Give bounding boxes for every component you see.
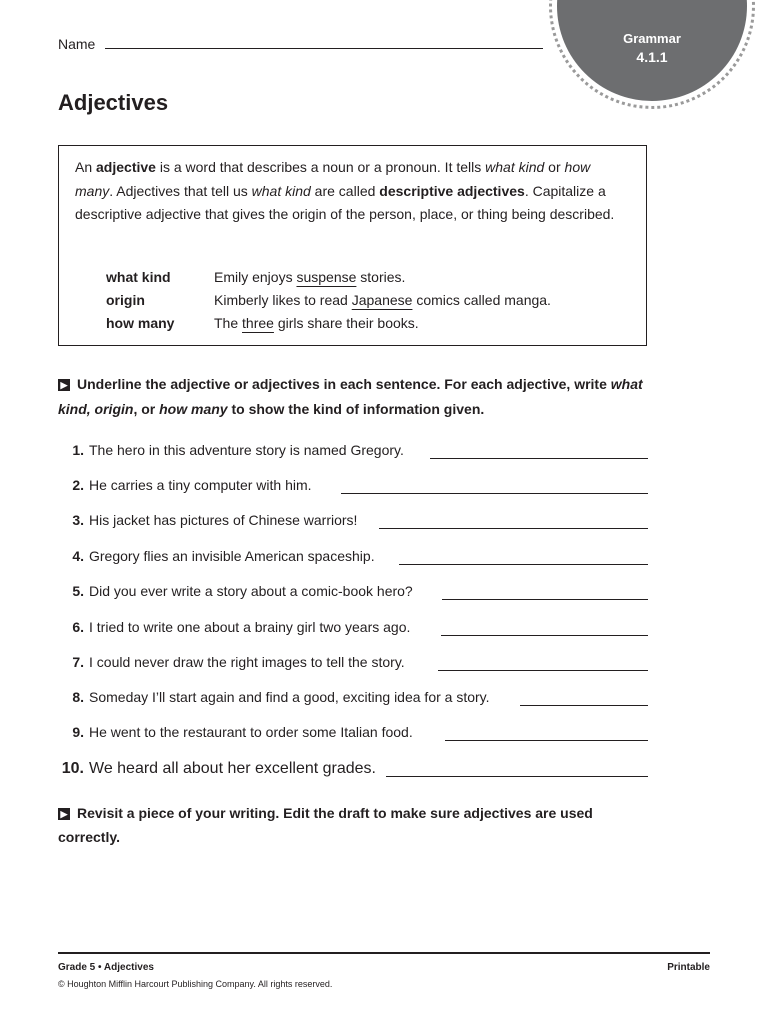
exercise-item — [58, 724, 648, 748]
exercise-item — [58, 512, 648, 536]
example-sentence: Kimberly likes to read Japanese comics called manga. — [214, 292, 551, 308]
example-sentence: Emily enjoys suspense stories. — [214, 269, 406, 285]
exercise-item — [58, 689, 648, 713]
item-number: 7. — [72, 654, 84, 670]
item-sentence: His jacket has pictures of Chinese warriors! — [89, 512, 358, 528]
answer-line[interactable] — [341, 493, 648, 494]
footer-printable: Printable — [667, 962, 710, 973]
answer-line[interactable] — [442, 599, 648, 600]
exercise-item — [58, 654, 648, 678]
answer-line[interactable] — [438, 670, 648, 671]
exercise-item — [58, 477, 648, 501]
answer-line[interactable] — [430, 458, 648, 459]
example-label: how many — [106, 315, 175, 331]
item-number: 10. — [61, 760, 84, 777]
answer-line[interactable] — [520, 705, 648, 706]
item-sentence: The hero in this adventure story is named Gregory. — [89, 442, 404, 458]
footer-copyright: © Houghton Mifflin Harcourt Publishing Company. All rights reserved. — [58, 979, 333, 989]
footer-grade: Grade 5 • Adjectives — [58, 962, 154, 973]
example-sentence: The three girls share their books. — [214, 315, 419, 331]
exercise-item — [58, 760, 648, 784]
item-number: 6. — [72, 619, 84, 635]
example-label: origin — [106, 292, 145, 308]
item-sentence: I tried to write one about a brainy girl two years ago. — [89, 619, 411, 635]
name-field-line[interactable] — [105, 48, 543, 49]
item-sentence: Gregory flies an invisible American spaceship. — [89, 548, 375, 564]
exercise-item — [58, 583, 648, 607]
item-number: 1. — [72, 442, 84, 458]
item-number: 4. — [72, 548, 84, 564]
item-sentence: He went to the restaurant to order some Italian food. — [89, 724, 413, 740]
revisit-instruction: ▶ Revisit a piece of your writing. Edit the draft to make sure adjectives are used correctly. — [58, 805, 593, 845]
answer-line[interactable] — [445, 740, 648, 741]
definition-box — [58, 145, 647, 346]
item-sentence: We heard all about her excellent grades. — [89, 760, 376, 777]
answer-line[interactable] — [386, 776, 648, 777]
item-number: 2. — [72, 477, 84, 493]
definition-text: An adjective is a word that describes a noun or a pronoun. It tells what kind or how many. Adjectives that tell us what kind are called descriptive adjectives. Capitalize a descriptive adjective that gives the origin of the person, place, or thing being described. — [75, 159, 615, 222]
item-sentence: Did you ever write a story about a comic-book hero? — [89, 583, 413, 599]
item-number: 8. — [72, 689, 84, 705]
item-sentence: I could never draw the right images to tell the story. — [89, 654, 405, 670]
arrow-icon: ▶ — [58, 808, 70, 820]
exercise-item — [58, 442, 648, 466]
example-label: what kind — [106, 269, 171, 285]
answer-line[interactable] — [441, 635, 648, 636]
answer-line[interactable] — [379, 528, 648, 529]
item-number: 3. — [72, 512, 84, 528]
item-sentence: Someday I’ll start again and find a good, exciting idea for a story. — [89, 689, 490, 705]
page-title: Adjectives — [58, 90, 169, 115]
name-label: Name — [58, 36, 96, 52]
arrow-icon: ▶ — [58, 379, 70, 391]
exercise-item — [58, 619, 648, 643]
item-sentence: He carries a tiny computer with him. — [89, 477, 312, 493]
answer-line[interactable] — [399, 564, 648, 565]
exercise-item — [58, 548, 648, 572]
badge-label: Grammar — [623, 31, 681, 46]
instructions: ▶ Underline the adjective or adjectives in each sentence. For each adjective, write what kind, origin, or how many to show the kind of information given. — [58, 376, 643, 417]
item-number: 5. — [72, 583, 84, 599]
item-number: 9. — [72, 724, 84, 740]
badge-code: 4.1.1 — [636, 49, 668, 65]
footer-rule — [58, 952, 710, 954]
grammar-badge — [557, 0, 747, 101]
